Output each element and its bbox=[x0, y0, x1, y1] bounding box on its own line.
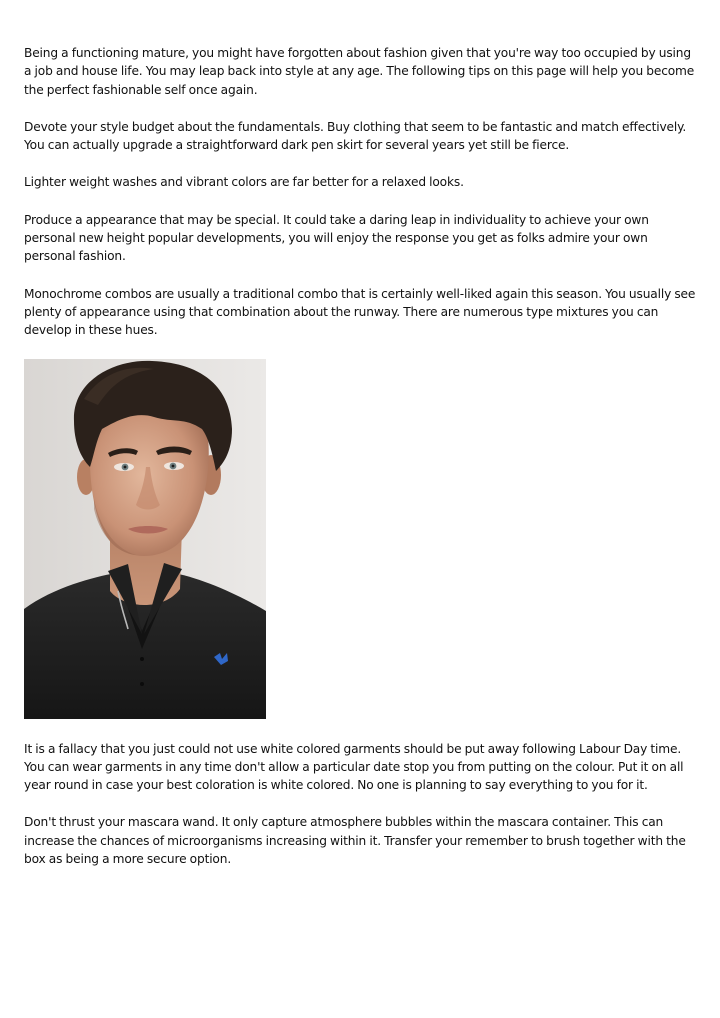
paragraph-6: It is a fallacy that you just could not use white colored garments should be put away following Labour Day time. You can wear garments in any time don't allow a particular date stop you from putting on the colour. Put it on all year round in case your best coloration is white colored. No one is planning to say everything to you for it. bbox=[24, 741, 684, 793]
paragraph-2: Devote your style budget about the fundamentals. Buy clothing that seem to be fantastic and match effectively. You can actually upgrade a straightforward dark pen skirt for several years yet still be fierce. bbox=[24, 119, 687, 153]
portrait-photo bbox=[24, 359, 266, 719]
article bbox=[24, 44, 700, 887]
paragraph-3: Lighter weight washes and vibrant colors are far better for a relaxed looks. bbox=[24, 175, 464, 190]
paragraph-5: Monochrome combos are usually a traditional combo that is certainly well-liked again this season. You usually see plenty of appearance using that combination about the runway. There are numerous type mixtures you can develop in these hues. bbox=[24, 286, 696, 338]
paragraph-1: Being a functioning mature, you might have forgotten about fashion given that you're way too occupied by using a job and house life. You may leap back into style at any age. The following tips on this page will help you become the perfect fashionable self once again. bbox=[24, 46, 695, 97]
paragraph-4: Produce a appearance that may be special. It could take a daring leap in individuality to achieve your own personal new height popular developments, you will enjoy the response you get as folks admire your own personal fashion. bbox=[24, 212, 649, 264]
paragraph-7: Don't thrust your mascara wand. It only capture atmosphere bubbles within the mascara container. This can increase the chances of microorganisms increasing within it. Transfer your remember to brush together with the box as being a more secure option. bbox=[24, 815, 686, 867]
